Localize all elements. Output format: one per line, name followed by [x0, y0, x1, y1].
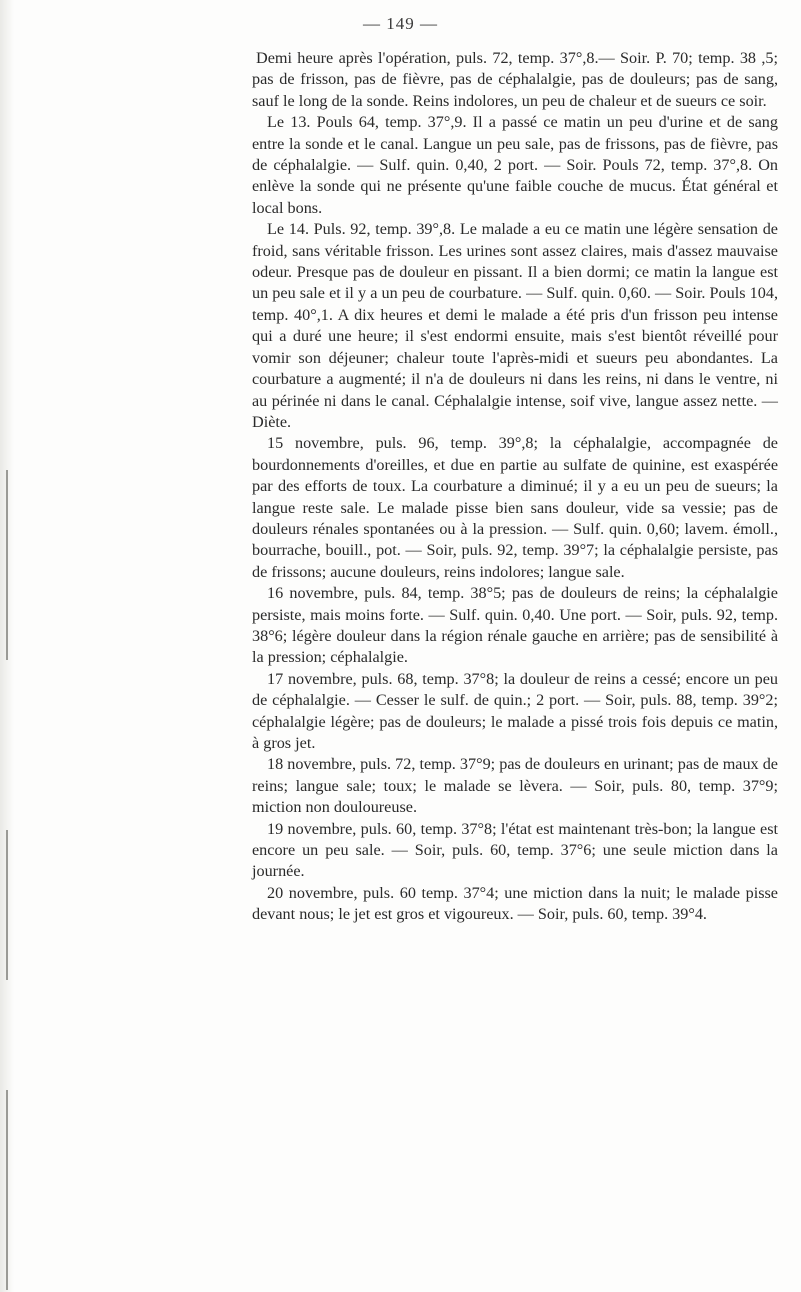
page-binding-edge	[0, 0, 14, 1292]
paragraph-november-17: 17 novembre, puls. 68, temp. 37°8; la douleur de reins a cessé; encore un peu de céphalalgie. — Cesser le sulf. de quin.; 2 port. — Soir, puls. 88, temp. 39°2; céphalalgie légère; pas de douleurs; le malade a pissé trois fois depuis ce matin, à gros jet.	[252, 669, 778, 752]
paragraph-november-15: 15 novembre, puls. 96, temp. 39°,8; la céphalalgie, accompagnée de bourdonnements d'oreilles, et due en partie au sulfate de quinine, est exaspérée par des efforts de toux. La courbature a diminué; il y a eu un peu de sueurs; la langue reste sale. Le malade pisse bien sans douleur, vide sa vessie; pas de douleurs rénales spontanées ou à la pression. — Sulf. quin. 0,60; lavem. émoll., bourrache, bouill., pot. — Soir, puls. 92, temp. 39°7; la céphalalgie persiste, pas de frissons; aucune douleurs, reins indolores; langue sale.	[252, 434, 778, 581]
paragraph-november-20: 20 novembre, puls. 60 temp. 37°4; une miction dans la nuit; le malade pisse devant nous; le jet est gros et vigoureux. — Soir, puls. 60, temp. 39°4.	[252, 883, 778, 924]
page-number: — 149 —	[363, 14, 438, 33]
paragraph-day-14: Le 14. Puls. 92, temp. 39°,8. Le malade a eu ce matin une légère sensation de froid, sans véritable frisson. Les urines sont assez claires, mais d'assez mauvaise odeur. Presque pas de douleur en pissant. Il a bien dormi; ce matin la langue est un peu sale et il y a un peu de courbature. — Sulf. quin. 0,60. — Soir. Pouls 104, temp. 40°,1. A dix heures et demi le malade a été pris d'un frisson peu intense qui a duré une heure; il s'est endormi ensuite, mais s'est bientôt réveillé pour vomir son déjeuner; chaleur toute l'après-midi et sueurs peu abondantes. La courbature a augmenté; il n'a de douleurs ni dans les reins, ni dans le ventre, ni au périnée ni dans le canal. Céphalalgie intense, soif vive, langue assez nette. — Diète.	[252, 220, 778, 431]
binding-shadow	[6, 1090, 8, 1290]
paragraph-day-13: Le 13. Pouls 64, temp. 37°,9. Il a passé ce matin un peu d'urine et de sang entre la sonde et le canal. Langue un peu sale, pas de frissons, pas de fièvre, pas de céphalalgie. — Sulf. quin. 0,40, 2 port. — Soir. Pouls 72, temp. 37°,8. On enlève la sonde qui ne présente qu'une faible couche de mucus. État général et local bons.	[252, 113, 778, 217]
paragraph-november-18: 18 novembre, puls. 72, temp. 37°9; pas de douleurs en urinant; pas de maux de reins; langue sale; toux; le malade se lèvera. — Soir, puls. 80, temp. 37°9; miction non douloureuse.	[252, 755, 778, 817]
paragraph-post-operation: Demi heure après l'opération, puls. 72, temp. 37°,8.— Soir. P. 70; temp. 38 ,5; pas de frisson, pas de fièvre, pas de céphalalgie, pas de douleurs; pas de sang, sauf le long de la sonde. Reins indolores, un peu de chaleur et de sueurs ce soir.	[252, 49, 778, 110]
paragraph-november-19: 19 novembre, puls. 60, temp. 37°8; l'état est maintenant très-bon; la langue est encore un peu sale. — Soir, puls. 60, temp. 37°6; une seule miction dans la journée.	[252, 819, 778, 881]
binding-shadow	[6, 470, 8, 660]
paragraph-november-16: 16 novembre, puls. 84, temp. 38°5; pas de douleurs de reins; la céphalalgie persiste, mais moins forte. — Sulf. quin. 0,40. Une port. — Soir, puls. 92, temp. 38°6; légère douleur dans la région rénale gauche en arrière; pas de sensibilité à la pression; céphalalgie.	[252, 584, 778, 667]
body-text	[252, 48, 778, 926]
binding-shadow	[6, 830, 8, 980]
